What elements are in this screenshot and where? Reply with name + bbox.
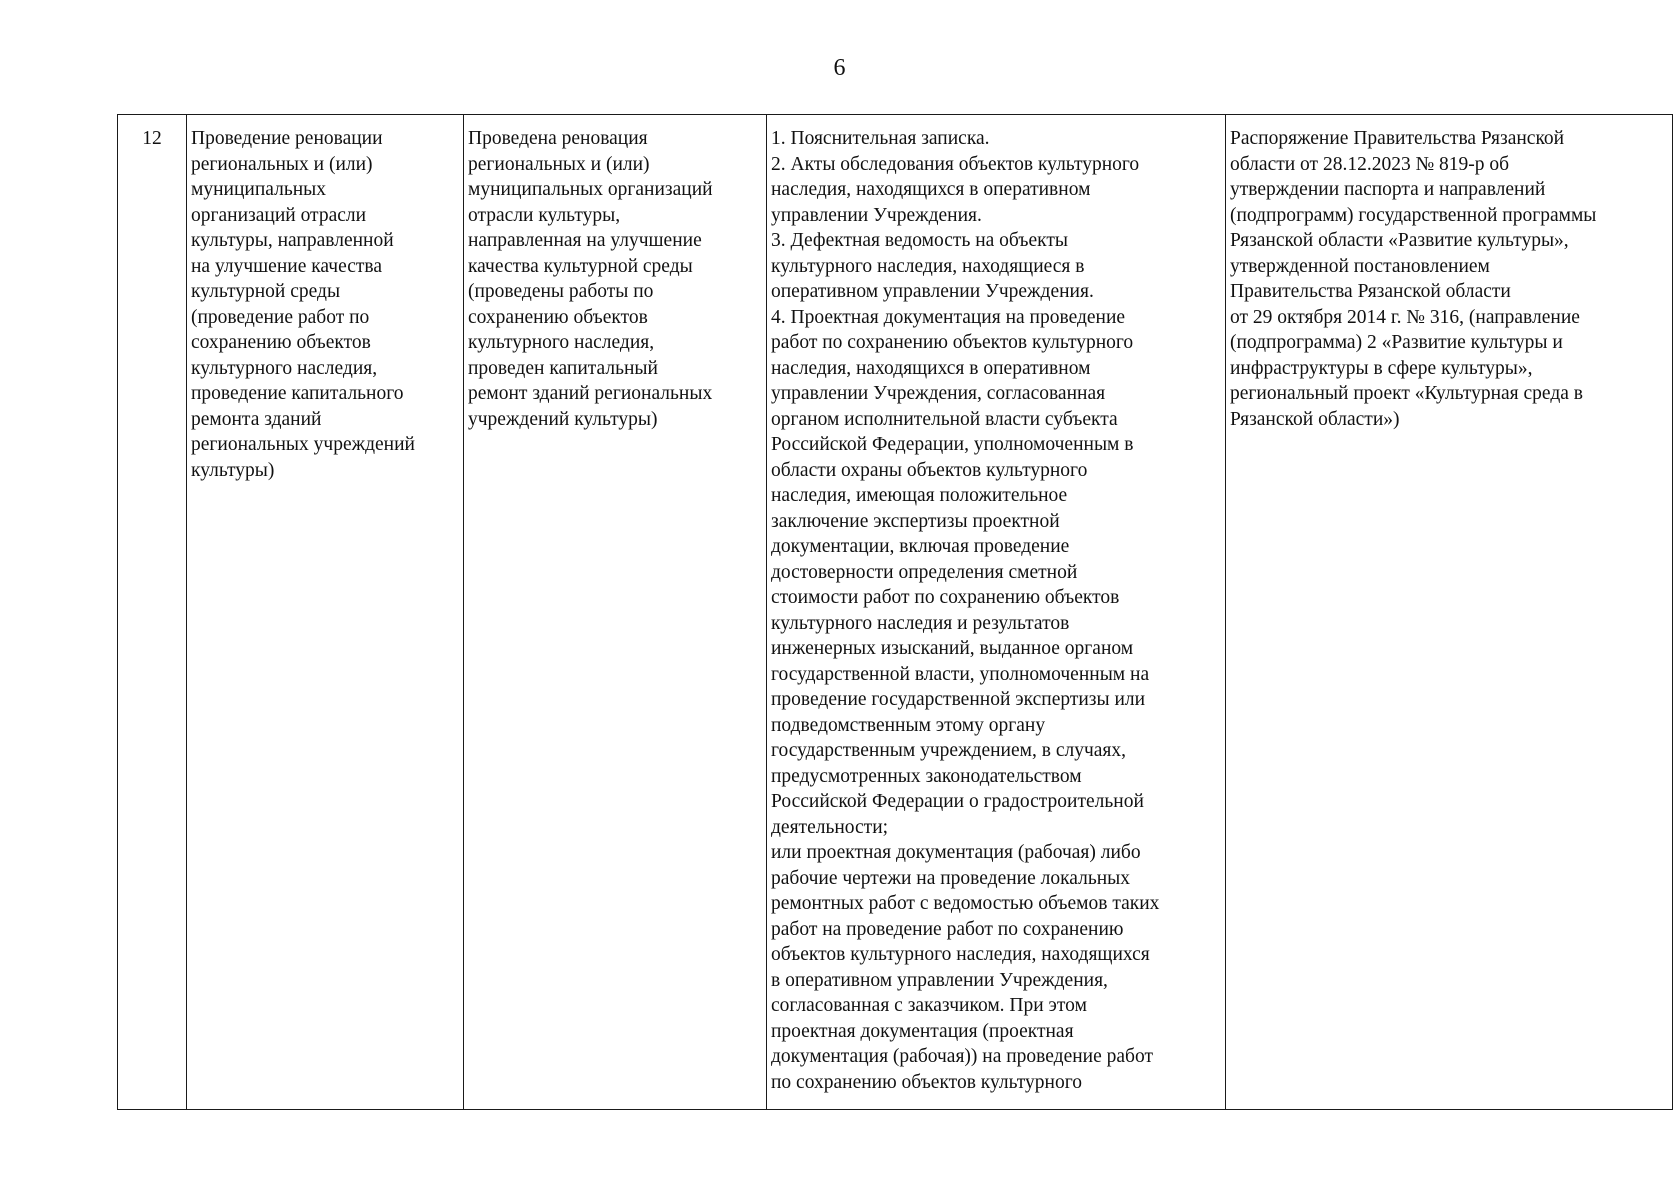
text-line: качества культурной среды xyxy=(468,255,693,277)
row-number: 12 xyxy=(118,115,187,1110)
legal-basis-cell xyxy=(1226,115,1673,1110)
text-line: деятельности; xyxy=(771,816,889,838)
text-line: инженерных изысканий, выданное органом xyxy=(771,638,1134,659)
text-line: от 29 октября 2014 г. № 316, (направление xyxy=(1230,306,1580,328)
text-line: (подпрограмма) 2 «Развитие культуры и xyxy=(1230,332,1563,353)
text-line: утвержденной постановлением xyxy=(1230,255,1490,277)
text-line: достоверности определения сметной xyxy=(771,561,1078,583)
confirming-documents-cell xyxy=(767,115,1226,1110)
text-line: сохранению объектов xyxy=(468,306,648,328)
text-line: 3. Дефектная ведомость на объекты xyxy=(771,230,1068,251)
text-line: инфраструктуры в сфере культуры», xyxy=(1230,357,1533,379)
text-line: управлении Учреждения. xyxy=(771,204,982,226)
text-line: документации, включая проведение xyxy=(771,536,1070,557)
text-line: государственной власти, уполномоченным на xyxy=(771,663,1150,685)
text-line: области от 28.12.2023 № 819-р об xyxy=(1230,153,1510,175)
text-line: ремонта зданий xyxy=(191,408,322,430)
text-line: проектная документация (проектная xyxy=(771,1020,1074,1042)
text-line: наследия, имеющая положительное xyxy=(771,485,1068,506)
text-line: подведомственным этому органу xyxy=(771,714,1046,736)
text-line: организаций отрасли xyxy=(191,204,367,226)
table-row xyxy=(118,115,1673,1110)
text-line: управлении Учреждения, согласованная xyxy=(771,383,1106,404)
text-line: ремонт зданий региональных xyxy=(468,383,713,404)
text-line: Российской Федерации о градостроительной xyxy=(771,791,1144,812)
text-line: (подпрограмм) государственной программы xyxy=(1230,204,1597,226)
text-line: культурного наследия и результатов xyxy=(771,612,1070,634)
text-line: 4. Проектная документация на проведение xyxy=(771,306,1126,328)
text-line: работ по сохранению объектов культурного xyxy=(771,332,1134,353)
text-line: в оперативном управлении Учреждения, xyxy=(771,969,1108,991)
text-line: заключение экспертизы проектной xyxy=(771,510,1060,532)
text-line: по сохранению объектов культурного xyxy=(771,1071,1082,1093)
text-line: 2. Акты обследования объектов культурного xyxy=(771,153,1140,175)
text-line: региональный проект «Культурная среда в xyxy=(1230,383,1583,404)
text-line: 1. Пояснительная записка. xyxy=(771,128,990,149)
text-line: предусмотренных законодательством xyxy=(771,765,1082,787)
text-line: рабочие чертежи на проведение локальных xyxy=(771,867,1131,889)
text-line: учреждений культуры) xyxy=(468,408,658,430)
text-line: региональных и (или) xyxy=(468,153,650,175)
text-line: документация (рабочая)) на проведение работ xyxy=(771,1046,1153,1067)
text-line: Российской Федерации, уполномоченным в xyxy=(771,434,1134,455)
text-line: культурного наследия, xyxy=(191,357,378,379)
text-line: культурной среды xyxy=(191,281,341,302)
text-line: государственным учреждением, в случаях, xyxy=(771,740,1127,761)
text-line: работ на проведение работ по сохранению xyxy=(771,918,1124,940)
text-line: направленная на улучшение xyxy=(468,230,702,251)
expected-result-cell xyxy=(464,115,767,1110)
text-line: объектов культурного наследия, находящихся xyxy=(771,944,1150,965)
text-line: Рязанской области «Развитие культуры», xyxy=(1230,230,1569,251)
text-line: отрасли культуры, xyxy=(468,204,621,226)
text-line: на улучшение качества xyxy=(191,255,383,277)
text-line: стоимости работ по сохранению объектов xyxy=(771,587,1120,608)
text-line: культуры) xyxy=(191,459,275,481)
text-line: Рязанской области») xyxy=(1230,408,1400,430)
text-line: согласованная с заказчиком. При этом xyxy=(771,995,1087,1016)
text-line: или проектная документация (рабочая) либо xyxy=(771,842,1141,863)
text-line: муниципальных организаций xyxy=(468,179,713,200)
text-line: органом исполнительной власти субъекта xyxy=(771,408,1118,430)
text-line: ремонтных работ с ведомостью объемов таких xyxy=(771,893,1160,914)
text-line: Проведена реновация xyxy=(468,128,648,149)
text-line: Распоряжение Правительства Рязанской xyxy=(1230,128,1565,149)
page-number: 6 xyxy=(833,55,846,81)
text-line: утверждении паспорта и направлений xyxy=(1230,179,1546,200)
text-line: культурного наследия, xyxy=(468,332,655,353)
text-line: области охраны объектов культурного xyxy=(771,459,1088,481)
text-line: Правительства Рязанской области xyxy=(1230,281,1511,302)
text-line: сохранению объектов xyxy=(191,332,371,353)
text-line: проведен капитальный xyxy=(468,357,658,379)
text-line: (проведены работы по xyxy=(468,281,654,302)
text-line: культуры, направленной xyxy=(191,230,394,251)
event-description-cell xyxy=(187,115,464,1110)
text-line: (проведение работ по xyxy=(191,306,370,328)
text-line: муниципальных xyxy=(191,179,327,200)
text-line: оперативном управлении Учреждения. xyxy=(771,281,1094,302)
text-line: региональных учреждений xyxy=(191,434,415,455)
text-line: региональных и (или) xyxy=(191,153,373,175)
text-line: проведение капитального xyxy=(191,383,404,404)
measures-table xyxy=(117,114,1673,1110)
text-line: культурного наследия, находящиеся в xyxy=(771,255,1085,277)
text-line: наследия, находящихся в оперативном xyxy=(771,357,1091,379)
text-line: наследия, находящихся в оперативном xyxy=(771,179,1091,200)
text-line: Проведение реновации xyxy=(191,128,383,149)
text-line: проведение государственной экспертизы или xyxy=(771,689,1146,710)
